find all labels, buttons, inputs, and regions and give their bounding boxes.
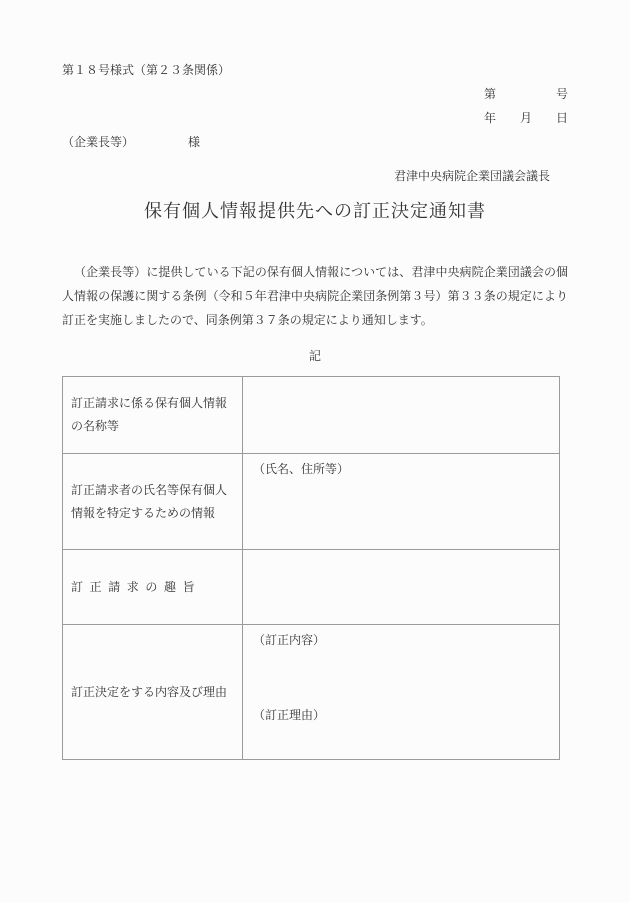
row3-value <box>243 550 560 625</box>
form-table <box>62 376 560 760</box>
row4-value <box>243 625 560 760</box>
row2-label: 訂正請求者の氏名等保有個人情報を特定するための情報 <box>63 454 243 550</box>
row1-label: 訂正請求に係る保有個人情報の名称等 <box>63 377 243 454</box>
row4-value-top: （訂正内容） <box>253 633 326 647</box>
table-row <box>63 625 560 760</box>
body-paragraph: （企業長等）に提供している下記の保有個人情報については、君津中央病院企業団議会の個人情報の保護に関する条例（令和５年君津中央病院企業団条例第３号）第３３条の規定により訂正を実施しましたので、同条例第３７条の規定により通知します。 <box>62 265 568 327</box>
sender-line: 君津中央病院企業団議会議長 <box>393 169 550 183</box>
document-title: 保有個人情報提供先への訂正決定通知書 <box>144 201 486 221</box>
row4-label: 訂正決定をする内容及び理由 <box>63 625 243 760</box>
row4-value-bottom: （訂正理由） <box>253 708 326 722</box>
row3-label: 訂正請求の趣旨 <box>63 550 243 625</box>
date-line: 年 月 日 <box>483 111 568 125</box>
row1-value <box>243 377 560 454</box>
ki-label: 記 <box>308 349 321 363</box>
doc-number-line: 第 号 <box>483 87 568 101</box>
row2-value: （氏名、住所等） <box>243 454 560 550</box>
addressee-line: （企業長等） 様 <box>62 135 201 149</box>
table-row <box>63 377 560 454</box>
form-number: 第１８号様式（第２３条関係） <box>62 63 231 77</box>
table-row <box>63 550 560 625</box>
table-row <box>63 454 560 550</box>
